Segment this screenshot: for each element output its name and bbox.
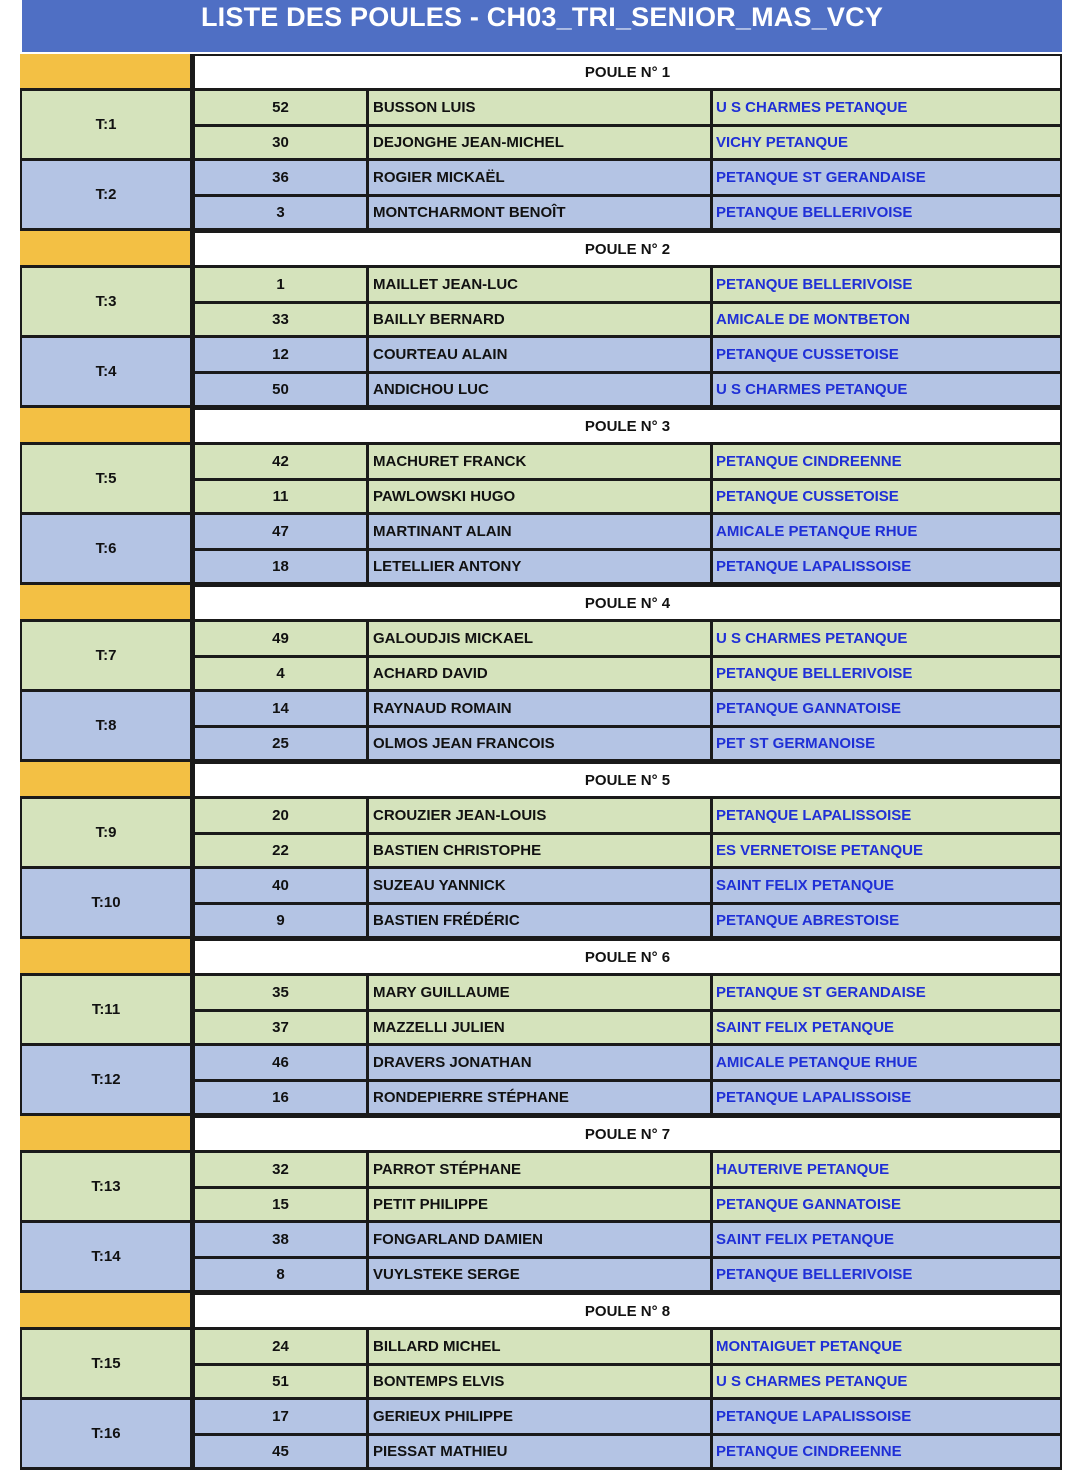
player-name: MARTINANT ALAIN (369, 515, 713, 548)
team-players (195, 1400, 1062, 1467)
poule-marker (20, 54, 195, 88)
player-name: BASTIEN CHRISTOPHE (369, 835, 713, 866)
player-name: LETELLIER ANTONY (369, 551, 713, 582)
player-name: ACHARD DAVID (369, 658, 713, 689)
player-club: PETANQUE GANNATOISE (716, 700, 902, 717)
table-row (195, 725, 1060, 759)
player-name: FONGARLAND DAMIEN (369, 1223, 713, 1256)
player-name: BONTEMPS ELVIS (369, 1366, 713, 1397)
page-title-text: LISTE DES POULES - CH03_TRI_SENIOR_MAS_VCY (200, 2, 884, 32)
team-block (20, 976, 1062, 1046)
player-club: ES VERNETOISE PETANQUE (716, 842, 923, 859)
player-name: MONTCHARMONT BENOÎT (369, 197, 713, 228)
poule-label: POULE N° 3 (195, 408, 1062, 442)
player-club: PETANQUE ST GERANDAISE (716, 169, 926, 186)
poule-marker (20, 939, 195, 973)
player-number: 16 (195, 1082, 369, 1113)
team-block (20, 1153, 1062, 1223)
poule-header-row (20, 1293, 1062, 1330)
team-label: T:9 (20, 799, 195, 866)
player-name: MAZZELLI JULIEN (369, 1012, 713, 1043)
table-row (195, 548, 1060, 582)
poules-table (20, 54, 1062, 1470)
player-name: PIESSAT MATHIEU (369, 1436, 713, 1467)
player-club: PETANQUE ST GERANDAISE (716, 984, 926, 1001)
team-players (195, 976, 1062, 1043)
poule-label: POULE N° 7 (195, 1116, 1062, 1150)
poule-header-row (20, 231, 1062, 268)
team-label: T:12 (20, 1046, 195, 1113)
team-block (20, 622, 1062, 692)
player-name: PARROT STÉPHANE (369, 1153, 713, 1186)
poule-group (20, 1293, 1062, 1470)
poule-group (20, 408, 1062, 585)
table-row (195, 1363, 1060, 1397)
team-block (20, 1046, 1062, 1116)
player-name: OLMOS JEAN FRANCOIS (369, 728, 713, 759)
player-number: 30 (195, 127, 369, 158)
player-name: VUYLSTEKE SERGE (369, 1259, 713, 1290)
table-row (195, 1223, 1060, 1256)
table-row (195, 194, 1060, 228)
player-number: 47 (195, 515, 369, 548)
poule-group (20, 54, 1062, 231)
team-block (20, 869, 1062, 939)
team-players (195, 799, 1062, 866)
player-club: U S CHARMES PETANQUE (716, 99, 908, 116)
player-number: 11 (195, 481, 369, 512)
poule-header-row (20, 939, 1062, 976)
table-row (195, 1186, 1060, 1220)
player-number: 8 (195, 1259, 369, 1290)
poule-label: POULE N° 2 (195, 231, 1062, 265)
player-club: AMICALE PETANQUE RHUE (716, 1054, 918, 1071)
player-name: MAILLET JEAN-LUC (369, 268, 713, 301)
player-number: 49 (195, 622, 369, 655)
player-number: 12 (195, 338, 369, 371)
team-label: T:4 (20, 338, 195, 405)
player-name: MACHURET FRANCK (369, 445, 713, 478)
player-number: 50 (195, 374, 369, 405)
player-club: PETANQUE CINDREENNE (716, 453, 902, 470)
team-label: T:8 (20, 692, 195, 759)
page-title (22, 0, 1062, 52)
player-number: 51 (195, 1366, 369, 1397)
team-label: T:7 (20, 622, 195, 689)
poule-header-row (20, 408, 1062, 445)
team-players (195, 1046, 1062, 1113)
team-players (195, 1223, 1062, 1290)
team-label: T:11 (20, 976, 195, 1043)
player-club: PETANQUE BELLERIVOISE (716, 1266, 913, 1283)
team-block (20, 1400, 1062, 1470)
team-block (20, 799, 1062, 869)
table-row (195, 902, 1060, 936)
player-number: 38 (195, 1223, 369, 1256)
table-row (195, 832, 1060, 866)
player-name: ROGIER MICKAËL (369, 161, 713, 194)
poule-label: POULE N° 8 (195, 1293, 1062, 1327)
player-number: 4 (195, 658, 369, 689)
poule-header-row (20, 585, 1062, 622)
table-row (195, 515, 1060, 548)
table-row (195, 1256, 1060, 1290)
player-club: PETANQUE LAPALISSOISE (716, 807, 912, 824)
table-row (195, 799, 1060, 832)
player-club: PETANQUE CUSSETOISE (716, 488, 899, 505)
player-number: 20 (195, 799, 369, 832)
player-club: U S CHARMES PETANQUE (716, 630, 908, 647)
player-number: 40 (195, 869, 369, 902)
team-label: T:2 (20, 161, 195, 228)
player-club: U S CHARMES PETANQUE (716, 381, 908, 398)
team-block (20, 338, 1062, 408)
player-number: 9 (195, 905, 369, 936)
table-row (195, 445, 1060, 478)
player-number: 35 (195, 976, 369, 1009)
table-row (195, 371, 1060, 405)
team-label: T:6 (20, 515, 195, 582)
team-label: T:10 (20, 869, 195, 936)
player-name: DEJONGHE JEAN-MICHEL (369, 127, 713, 158)
player-number: 3 (195, 197, 369, 228)
table-row (195, 1400, 1060, 1433)
team-block (20, 445, 1062, 515)
poule-marker (20, 231, 195, 265)
table-row (195, 1079, 1060, 1113)
poule-marker (20, 585, 195, 619)
player-number: 33 (195, 304, 369, 335)
team-players (195, 869, 1062, 936)
table-row (195, 622, 1060, 655)
team-block (20, 692, 1062, 762)
player-number: 25 (195, 728, 369, 759)
team-players (195, 268, 1062, 335)
player-number: 22 (195, 835, 369, 866)
player-club: AMICALE PETANQUE RHUE (716, 523, 918, 540)
player-name: DRAVERS JONATHAN (369, 1046, 713, 1079)
player-name: ANDICHOU LUC (369, 374, 713, 405)
poule-marker (20, 1116, 195, 1150)
player-number: 24 (195, 1330, 369, 1363)
team-block (20, 91, 1062, 161)
team-players (195, 1330, 1062, 1397)
table-row (195, 124, 1060, 158)
table-row (195, 301, 1060, 335)
player-club: PETANQUE BELLERIVOISE (716, 665, 913, 682)
team-players (195, 1153, 1062, 1220)
player-club: SAINT FELIX PETANQUE (716, 1231, 895, 1248)
table-row (195, 1433, 1060, 1467)
player-club: PETANQUE LAPALISSOISE (716, 1408, 912, 1425)
team-label: T:5 (20, 445, 195, 512)
table-row (195, 338, 1060, 371)
player-number: 15 (195, 1189, 369, 1220)
player-number: 1 (195, 268, 369, 301)
player-club: PETANQUE GANNATOISE (716, 1196, 902, 1213)
player-club: PET ST GERMANOISE (716, 735, 876, 752)
team-players (195, 622, 1062, 689)
table-row (195, 1330, 1060, 1363)
table-row (195, 976, 1060, 1009)
player-club: VICHY PETANQUE (716, 134, 848, 151)
player-club: PETANQUE BELLERIVOISE (716, 204, 913, 221)
poule-label: POULE N° 6 (195, 939, 1062, 973)
team-block (20, 1223, 1062, 1293)
poule-marker (20, 762, 195, 796)
player-name: BASTIEN FRÉDÉRIC (369, 905, 713, 936)
table-row (195, 1153, 1060, 1186)
player-number: 42 (195, 445, 369, 478)
player-club: MONTAIGUET PETANQUE (716, 1338, 903, 1355)
player-club: AMICALE DE MONTBETON (716, 311, 910, 328)
table-row (195, 1046, 1060, 1079)
team-label: T:13 (20, 1153, 195, 1220)
player-name: GERIEUX PHILIPPE (369, 1400, 713, 1433)
table-row (195, 1009, 1060, 1043)
player-club: PETANQUE LAPALISSOISE (716, 1089, 912, 1106)
poule-marker (20, 408, 195, 442)
player-name: GALOUDJIS MICKAEL (369, 622, 713, 655)
player-club: PETANQUE BELLERIVOISE (716, 276, 913, 293)
poule-group (20, 231, 1062, 408)
player-number: 32 (195, 1153, 369, 1186)
team-label: T:3 (20, 268, 195, 335)
player-club: PETANQUE LAPALISSOISE (716, 558, 912, 575)
table-row (195, 478, 1060, 512)
team-players (195, 338, 1062, 405)
player-name: CROUZIER JEAN-LOUIS (369, 799, 713, 832)
table-row (195, 268, 1060, 301)
player-name: RAYNAUD ROMAIN (369, 692, 713, 725)
player-name: SUZEAU YANNICK (369, 869, 713, 902)
poule-header-row (20, 54, 1062, 91)
player-club: PETANQUE ABRESTOISE (716, 912, 900, 929)
poule-header-row (20, 1116, 1062, 1153)
player-club: PETANQUE CUSSETOISE (716, 346, 899, 363)
team-label: T:15 (20, 1330, 195, 1397)
team-block (20, 268, 1062, 338)
player-name: BAILLY BERNARD (369, 304, 713, 335)
poule-group (20, 585, 1062, 762)
team-players (195, 91, 1062, 158)
player-number: 18 (195, 551, 369, 582)
team-players (195, 161, 1062, 228)
player-number: 37 (195, 1012, 369, 1043)
player-club: PETANQUE CINDREENNE (716, 1443, 902, 1460)
player-number: 36 (195, 161, 369, 194)
team-label: T:14 (20, 1223, 195, 1290)
team-block (20, 1330, 1062, 1400)
player-club: SAINT FELIX PETANQUE (716, 1019, 895, 1036)
player-number: 17 (195, 1400, 369, 1433)
player-name: BILLARD MICHEL (369, 1330, 713, 1363)
player-club: SAINT FELIX PETANQUE (716, 877, 895, 894)
poule-label: POULE N° 1 (195, 54, 1062, 88)
player-name: RONDEPIERRE STÉPHANE (369, 1082, 713, 1113)
poule-label: POULE N° 5 (195, 762, 1062, 796)
table-row (195, 91, 1060, 124)
poule-header-row (20, 762, 1062, 799)
player-club: HAUTERIVE PETANQUE (716, 1161, 890, 1178)
table-row (195, 869, 1060, 902)
player-number: 52 (195, 91, 369, 124)
player-number: 45 (195, 1436, 369, 1467)
team-block (20, 161, 1062, 231)
poule-group (20, 939, 1062, 1116)
player-number: 14 (195, 692, 369, 725)
player-name: PAWLOWSKI HUGO (369, 481, 713, 512)
table-row (195, 692, 1060, 725)
team-label: T:16 (20, 1400, 195, 1467)
player-name: PETIT PHILIPPE (369, 1189, 713, 1220)
team-players (195, 445, 1062, 512)
player-name: COURTEAU ALAIN (369, 338, 713, 371)
poule-group (20, 762, 1062, 939)
poule-marker (20, 1293, 195, 1327)
table-row (195, 655, 1060, 689)
player-club: U S CHARMES PETANQUE (716, 1373, 908, 1390)
team-players (195, 515, 1062, 582)
team-players (195, 692, 1062, 759)
team-label: T:1 (20, 91, 195, 158)
player-number: 46 (195, 1046, 369, 1079)
poule-group (20, 1116, 1062, 1293)
table-row (195, 161, 1060, 194)
player-name: BUSSON LUIS (369, 91, 713, 124)
team-block (20, 515, 1062, 585)
poule-label: POULE N° 4 (195, 585, 1062, 619)
player-name: MARY GUILLAUME (369, 976, 713, 1009)
